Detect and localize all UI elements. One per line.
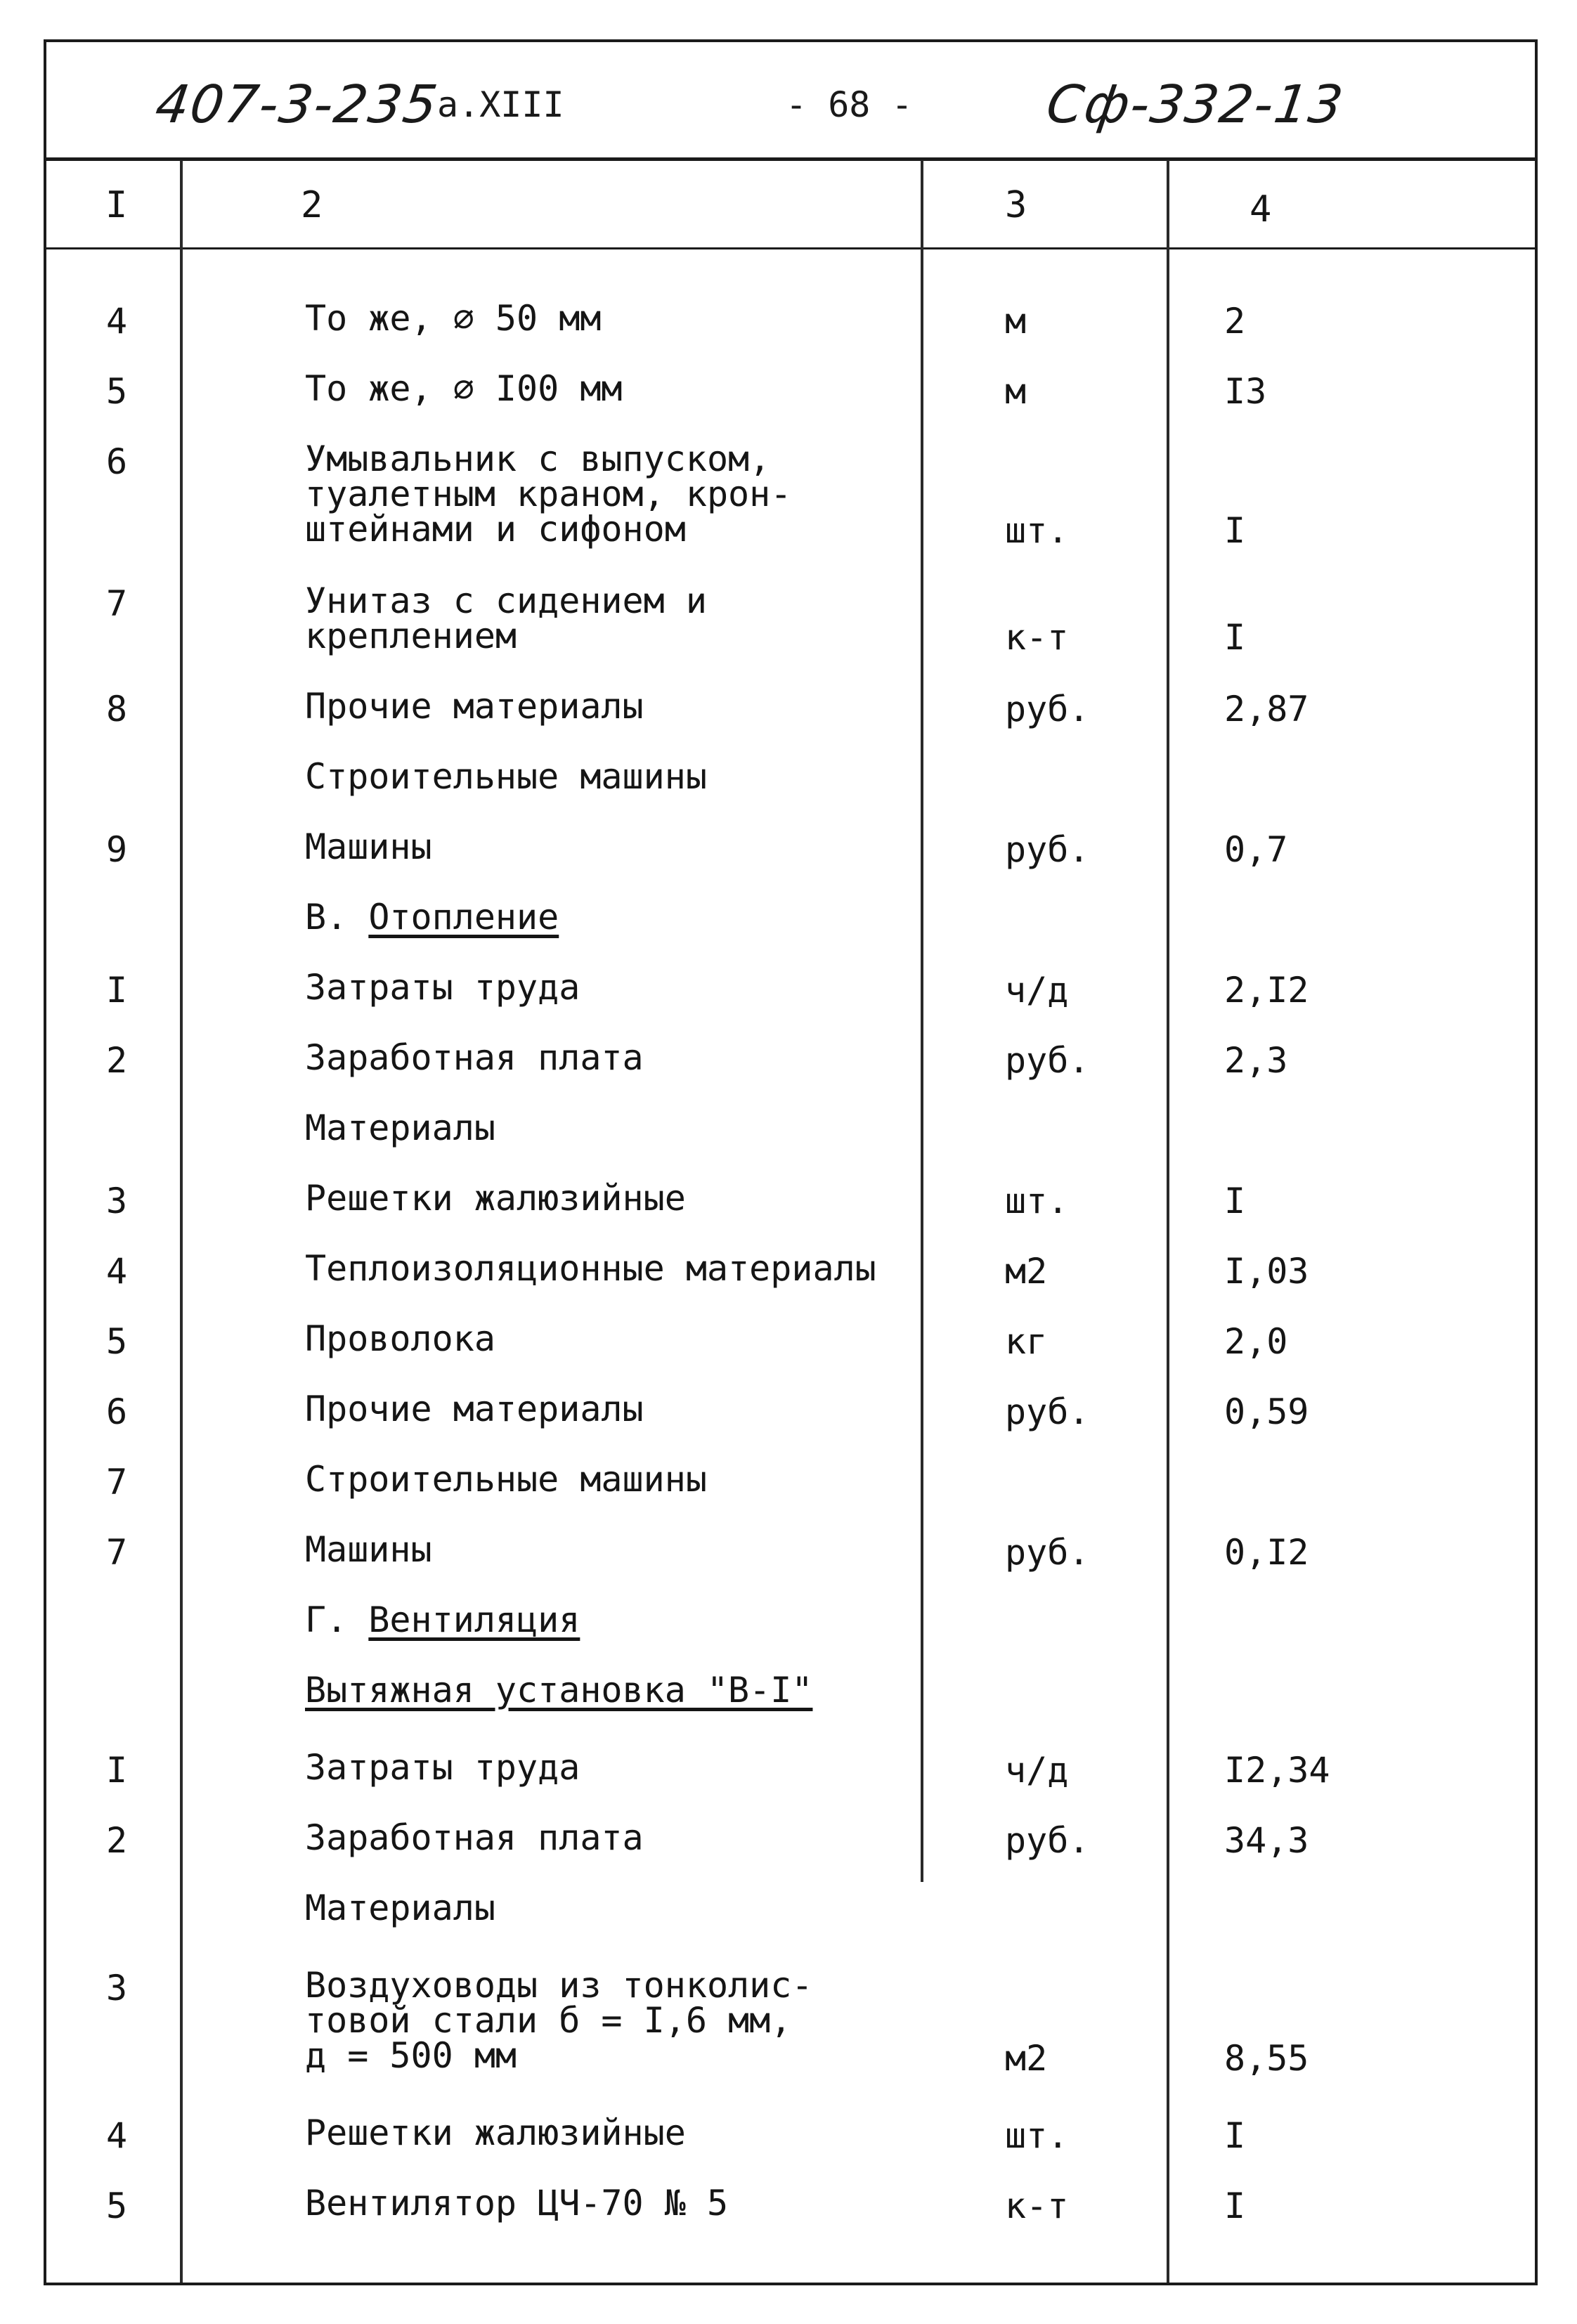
page-number: - 68 - [786, 84, 913, 125]
row-name-text: Теплоизоляционные материалы [305, 1248, 876, 1289]
row-number: I [105, 1750, 128, 1791]
row-quantity: I3 [1224, 371, 1267, 412]
row-unit: руб. [1005, 1040, 1090, 1081]
row-number: 3 [105, 1181, 128, 1221]
row-name [305, 967, 937, 1008]
row-name-text: Прочие материалы [305, 1389, 644, 1429]
row-quantity: I [1224, 1181, 1246, 1221]
row-unit: м [1005, 301, 1027, 342]
row-name-text: Машины [305, 1529, 432, 1570]
row-name-text: Прочие материалы [305, 686, 644, 727]
row-number: 2 [105, 1040, 128, 1081]
row-name-text: Заработная плата [305, 1817, 644, 1858]
section-letter: Г. [305, 1599, 369, 1640]
row-quantity: I,03 [1224, 1251, 1309, 1292]
column-divider-3 [1167, 160, 1169, 2283]
row-name [305, 756, 937, 797]
row-name [305, 2112, 937, 2153]
row-name-text: Затраты труда [305, 1747, 580, 1788]
row-name-text: Воздуховоды из тонколис- товой стали б = I,6 мм, д = 500 мм [305, 1965, 813, 2076]
column-header-1: I [105, 184, 128, 226]
row-unit: к-т [1005, 2186, 1069, 2226]
row-name [305, 439, 937, 550]
row-number: 5 [105, 1321, 128, 1362]
row-quantity: 2 [1224, 301, 1246, 342]
row-name [305, 826, 937, 867]
row-name [305, 1529, 937, 1570]
row-quantity: I [1224, 617, 1246, 658]
row-quantity: 2,0 [1224, 1321, 1288, 1362]
row-name [305, 1178, 937, 1219]
row-quantity: 2,87 [1224, 689, 1309, 729]
section-letter: В. [305, 897, 369, 937]
row-number: 7 [105, 1532, 128, 1573]
row-unit: шт. [1005, 2115, 1069, 2156]
row-name-text: Строительные машины [305, 1459, 707, 1500]
row-name [305, 1599, 937, 1640]
row-quantity: I2,34 [1224, 1750, 1330, 1791]
row-name-text: Материалы [305, 1888, 495, 1928]
row-name [305, 2183, 937, 2224]
row-unit: руб. [1005, 1820, 1090, 1861]
header-rule [46, 157, 1535, 161]
row-name [305, 1965, 937, 2076]
row-unit: руб. [1005, 1391, 1090, 1432]
row-unit: кг [1005, 1321, 1048, 1362]
row-name [305, 298, 937, 339]
row-name [305, 1817, 937, 1858]
row-number: 4 [105, 301, 128, 342]
row-name [305, 1108, 937, 1148]
row-quantity: I [1224, 2186, 1246, 2226]
row-name-text: То же, ⌀ I00 мм [305, 368, 623, 409]
row-quantity: 8,55 [1224, 2038, 1309, 2079]
row-name [305, 897, 937, 937]
album-number: а.XIII [437, 84, 564, 125]
column-header-rule [46, 247, 1535, 249]
row-number: 3 [105, 1968, 128, 2008]
sheet-code: Сф-332-13 [1042, 74, 1348, 135]
column-header-2: 2 [301, 184, 323, 226]
row-name [305, 1459, 937, 1500]
row-quantity: 0,59 [1224, 1391, 1309, 1432]
row-unit: ч/д [1005, 970, 1069, 1011]
row-number: 2 [105, 1820, 128, 1861]
row-quantity: I [1224, 510, 1246, 551]
row-name-text: Машины [305, 826, 432, 867]
row-name-text: Проволока [305, 1318, 495, 1359]
row-name-text: Решетки жалюзийные [305, 1178, 686, 1219]
row-name [305, 1747, 937, 1788]
row-number: 5 [105, 371, 128, 412]
column-header-4: 4 [1250, 188, 1272, 231]
row-unit: к-т [1005, 617, 1069, 658]
row-name-text: Умывальник с выпуском, туалетным краном, крон- штейнами и сифоном [305, 439, 792, 550]
row-number: 8 [105, 689, 128, 729]
row-number: 7 [105, 1462, 128, 1502]
row-name-text: Материалы [305, 1108, 495, 1148]
row-name-text: Унитаз с сидением и креплением [305, 580, 707, 656]
document-code: 407-3-235 [151, 74, 443, 135]
row-number: I [105, 970, 128, 1011]
row-name [305, 1037, 937, 1078]
row-number: 7 [105, 583, 128, 624]
row-name-text: Заработная плата [305, 1037, 644, 1078]
row-quantity: 2,I2 [1224, 970, 1309, 1011]
row-quantity: 2,3 [1224, 1040, 1288, 1081]
row-name [305, 686, 937, 727]
row-quantity: 0,I2 [1224, 1532, 1309, 1573]
row-name-text: Затраты труда [305, 967, 580, 1008]
row-unit: руб. [1005, 829, 1090, 870]
column-divider-1 [180, 160, 183, 2283]
row-number: 4 [105, 1251, 128, 1292]
row-name-text: То же, ⌀ 50 мм [305, 298, 602, 339]
row-unit: шт. [1005, 1181, 1069, 1221]
row-unit: ч/д [1005, 1750, 1069, 1791]
row-name [305, 1391, 937, 1427]
row-unit: м2 [1005, 1251, 1048, 1292]
row-unit: м2 [1005, 2038, 1048, 2079]
row-name [305, 368, 937, 409]
row-number: 6 [105, 441, 128, 482]
row-quantity: I [1224, 2115, 1246, 2156]
row-number: 5 [105, 2186, 128, 2226]
row-unit: руб. [1005, 689, 1090, 729]
row-unit: руб. [1005, 1532, 1090, 1573]
row-quantity: 0,7 [1224, 829, 1288, 870]
row-name-text: Строительные машины [305, 756, 707, 797]
row-number: 9 [105, 829, 128, 870]
row-name-text: Вентиляция [368, 1599, 580, 1640]
row-quantity: 34,3 [1224, 1820, 1309, 1861]
column-header-3: 3 [1005, 184, 1027, 226]
row-unit: шт. [1005, 510, 1069, 551]
row-name [305, 1670, 937, 1710]
row-unit: м [1005, 371, 1027, 412]
row-name [305, 1890, 937, 1926]
row-name [305, 580, 937, 656]
row-number: 4 [105, 2115, 128, 2156]
row-name-text: Вытяжная установка "В-I" [305, 1670, 813, 1710]
row-name [305, 1318, 937, 1359]
row-name-text: Отопление [368, 897, 559, 937]
row-name-text: Вентилятор ЦЧ-70 № 5 [305, 2183, 729, 2224]
row-number: 6 [105, 1391, 128, 1432]
row-name [305, 1248, 937, 1289]
row-name-text: Решетки жалюзийные [305, 2112, 686, 2153]
